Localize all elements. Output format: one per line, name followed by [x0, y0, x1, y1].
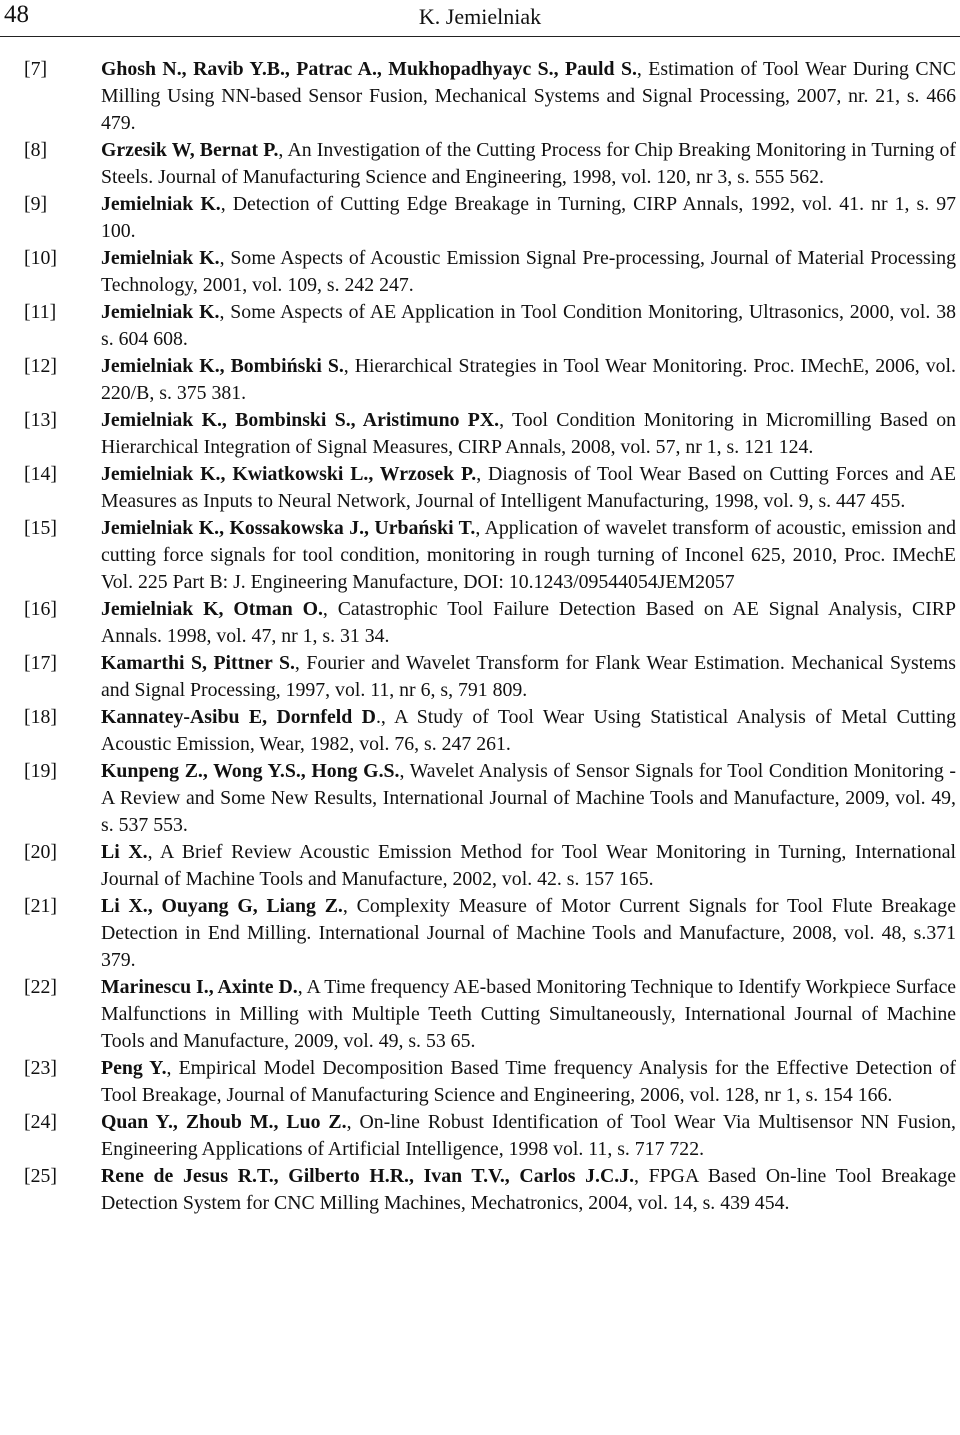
reference-text — [101, 191, 956, 245]
reference-text — [101, 704, 956, 758]
reference-item — [24, 245, 956, 299]
reference-authors: Jemielniak K. — [101, 193, 221, 215]
reference-details: , Complexity Measure of Motor Current Signals for Tool Flute Breakage Detection in End Milling. International Journal of Machine Tools and Manufacture, 2008, vol. 48, s.371 379. — [101, 895, 956, 971]
reference-number: [7] — [24, 58, 48, 80]
reference-authors: Jemielniak K. — [101, 247, 220, 269]
reference-item — [24, 893, 956, 974]
reference-list — [24, 56, 956, 1217]
reference-authors: Rene de Jesus R.T., Gilberto H.R., Ivan T.V., Carlos J.C.J. — [101, 1165, 635, 1187]
reference-number: [11] — [24, 301, 57, 323]
reference-item — [24, 1163, 956, 1217]
reference-details: , Some Aspects of AE Application in Tool Condition Monitoring, Ultrasonics, 2000, vol. 38 s. 604 608. — [101, 301, 956, 350]
reference-text — [101, 974, 956, 1055]
reference-details: , An Investigation of the Cutting Process for Chip Breaking Monitoring in Turning of Steels. Journal of Manufacturing Science and Engineering, 1998, vol. 120, nr 3, s. 555 562. — [101, 139, 956, 188]
reference-text — [101, 515, 956, 596]
reference-authors: Grzesik W, Bernat P. — [101, 139, 279, 161]
reference-item — [24, 839, 956, 893]
reference-text — [101, 137, 956, 191]
reference-authors: Kannatey-Asibu E, Dornfeld D — [101, 706, 376, 728]
reference-details: ., A Study of Tool Wear Using Statistical Analysis of Metal Cutting Acoustic Emission, Wear, 1982, vol. 76, s. 247 261. — [101, 706, 956, 755]
reference-authors: Li X., Ouyang G, Liang Z. — [101, 895, 343, 917]
reference-details: , A Time frequency AE-based Monitoring Technique to Identify Workpiece Surface Malfunctions in Milling with Multiple Teeth Cutting Simultaneously, International Journal of Machine Tools and Manufacture, 2009, vol. 49, s. 53 65. — [101, 976, 957, 1052]
reference-authors: Marinescu I., Axinte D. — [101, 976, 298, 998]
reference-number: [18] — [24, 706, 57, 728]
reference-details: , Diagnosis of Tool Wear Based on Cutting Forces and AE Measures as Inputs to Neural Network, Journal of Intelligent Manufacturing, 1998, vol. 9, s. 447 455. — [101, 463, 956, 512]
reference-details: , Catastrophic Tool Failure Detection Based on AE Signal Analysis, CIRP Annals. 1998, vol. 47, nr 1, s. 31 34. — [101, 598, 956, 647]
running-head: K. Jemielniak — [418, 4, 542, 29]
reference-item — [24, 974, 956, 1055]
reference-details: , Application of wavelet transform of acoustic, emission and cutting force signals for tool condition, monitoring in rough turning of Inconel 625, 2010, Proc. IMechE Vol. 225 Part B: J. Engineering Manufacture, DOI: 10.1243/09544054JEM2057 — [101, 517, 956, 593]
reference-details: , Hierarchical Strategies in Tool Wear Monitoring. Proc. IMechE, 2006, vol. 220/B, s. 375 381. — [101, 355, 956, 404]
reference-item — [24, 1109, 956, 1163]
reference-item — [24, 407, 956, 461]
reference-authors: Jemielniak K., Kwiatkowski L., Wrzosek P. — [101, 463, 477, 485]
reference-details: , Estimation of Tool Wear During CNC Milling Using NN-based Sensor Fusion, Mechanical Systems and Signal Processing, 2007, nr. 21, s. 466 479. — [101, 58, 956, 134]
reference-item — [24, 758, 956, 839]
reference-number: [17] — [24, 652, 57, 674]
reference-number: [20] — [24, 841, 57, 863]
reference-item — [24, 353, 956, 407]
reference-authors: Peng Y. — [101, 1057, 167, 1079]
reference-text — [101, 1163, 956, 1217]
reference-authors: Jemielniak K, Otman O. — [101, 598, 323, 620]
reference-number: [22] — [24, 976, 57, 998]
reference-text — [101, 893, 956, 974]
reference-text — [101, 245, 956, 299]
reference-authors: Jemielniak K., Bombinski S., Aristimuno PX. — [101, 409, 500, 431]
reference-number: [19] — [24, 760, 57, 782]
reference-authors: Jemielniak K., Kossakowska J., Urbański T. — [101, 517, 476, 539]
reference-text — [101, 56, 956, 137]
reference-item — [24, 461, 956, 515]
reference-details: , Detection of Cutting Edge Breakage in Turning, CIRP Annals, 1992, vol. 41. nr 1, s. 97 100. — [101, 193, 956, 242]
reference-text — [101, 1055, 956, 1109]
reference-item — [24, 515, 956, 596]
reference-authors: Kunpeng Z., Wong Y.S., Hong G.S. — [101, 760, 400, 782]
reference-number: [12] — [24, 355, 57, 377]
page-header — [0, 0, 960, 37]
reference-item — [24, 704, 956, 758]
reference-details: , FPGA Based On-line Tool Breakage Detection System for CNC Milling Machines, Mechatronics, 2004, vol. 14, s. 439 454. — [101, 1165, 956, 1214]
reference-item — [24, 650, 956, 704]
reference-item — [24, 56, 956, 137]
reference-text — [101, 758, 956, 839]
reference-text — [101, 461, 956, 515]
reference-text — [101, 839, 956, 893]
reference-item — [24, 1055, 956, 1109]
reference-text — [101, 1109, 956, 1163]
reference-details: , Fourier and Wavelet Transform for Flank Wear Estimation. Mechanical Systems and Signal Processing, 1997, vol. 11, nr 6, s, 791 809. — [101, 652, 957, 701]
reference-authors: Ghosh N., Ravib Y.B., Patrac A., Mukhopadhyayc S., Pauld S. — [101, 58, 637, 80]
page-number: 48 — [4, 1, 29, 28]
reference-details: , A Brief Review Acoustic Emission Method for Tool Wear Monitoring in Turning, International Journal of Machine Tools and Manufacture, 2002, vol. 42. s. 157 165. — [101, 841, 956, 890]
reference-text — [101, 596, 956, 650]
reference-item — [24, 596, 956, 650]
reference-number: [13] — [24, 409, 57, 431]
reference-number: [8] — [24, 139, 48, 161]
reference-item — [24, 299, 956, 353]
reference-details: , Tool Condition Monitoring in Micromilling Based on Hierarchical Integration of Signal Measures, CIRP Annals, 2008, vol. 57, nr 1, s. 121 124. — [101, 409, 956, 458]
reference-number: [21] — [24, 895, 57, 917]
reference-text — [101, 299, 956, 353]
reference-authors: Li X. — [101, 841, 148, 863]
reference-details: , Some Aspects of Acoustic Emission Signal Pre-processing, Journal of Material Processing Technology, 2001, vol. 109, s. 242 247. — [101, 247, 956, 296]
reference-number: [16] — [24, 598, 57, 620]
reference-details: , Wavelet Analysis of Sensor Signals for Tool Condition Monitoring - A Review and Some New Results, International Journal of Machine Tools and Manufacture, 2009, vol. 49, s. 537 553. — [101, 760, 956, 836]
reference-text — [101, 650, 956, 704]
reference-authors: Jemielniak K. — [101, 301, 220, 323]
reference-authors: Kamarthi S, Pittner S. — [101, 652, 295, 674]
reference-number: [24] — [24, 1111, 57, 1133]
reference-details: , Empirical Model Decomposition Based Time frequency Analysis for the Effective Detection of Tool Breakage, Journal of Manufacturing Science and Engineering, 2006, vol. 128, nr 1, s. 154 166. — [101, 1057, 956, 1106]
reference-item — [24, 137, 956, 191]
reference-number: [10] — [24, 247, 57, 269]
reference-text — [101, 353, 956, 407]
reference-text — [101, 407, 956, 461]
reference-authors: Jemielniak K., Bombiński S. — [101, 355, 344, 377]
reference-authors: Quan Y., Zhoub M., Luo Z. — [101, 1111, 347, 1133]
reference-number: [15] — [24, 517, 57, 539]
reference-number: [14] — [24, 463, 57, 485]
reference-details: , On-line Robust Identification of Tool Wear Via Multisensor NN Fusion, Engineering Applications of Artificial Intelligence, 1998 vol. 11, s. 717 722. — [101, 1111, 956, 1160]
reference-number: [25] — [24, 1165, 57, 1187]
reference-number: [9] — [24, 193, 48, 215]
reference-number: [23] — [24, 1057, 57, 1079]
reference-item — [24, 191, 956, 245]
